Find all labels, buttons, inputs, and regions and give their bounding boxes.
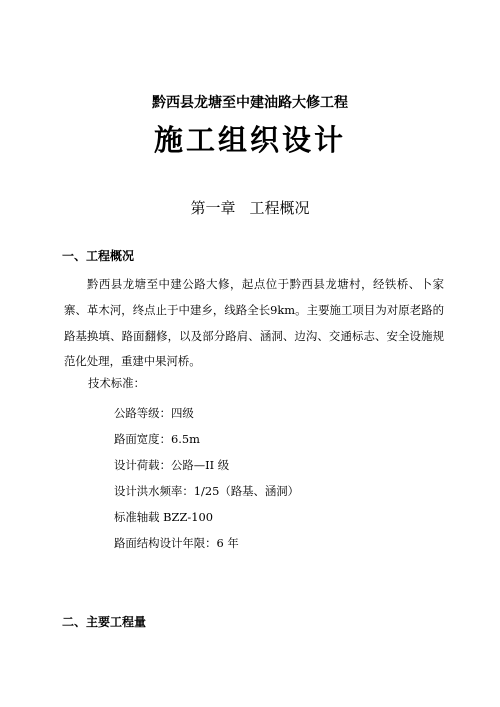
standard-item: 设计荷载：公路—II 级	[114, 458, 230, 472]
standard-item: 路面结构设计年限：6 年	[114, 536, 239, 550]
section-heading-overview: 一、工程概况	[62, 249, 135, 263]
project-subtitle: 黔西县龙塘至中建油路大修工程	[152, 95, 348, 111]
overview-paragraph: 黔西县龙塘至中建公路大修，起点位于黔西县龙塘村，经铁桥、卜家寨、革木河，终点止于中建乡，线路全长9km。主要施工项目为对原老路的路基换填、路面翻修，以及部分路肩、涵洞、边沟、交通标志、安全设施规范化处理，重建中果河桥。	[64, 277, 444, 369]
chapter-number: 第一章	[190, 199, 236, 217]
chapter-title: 工程概况	[249, 199, 310, 217]
chapter-heading	[0, 197, 500, 218]
standards-label: 技术标准：	[88, 376, 145, 390]
standard-item: 路面宽度：6.5m	[114, 432, 200, 446]
standard-item: 公路等级：四级	[114, 406, 194, 420]
section-heading-quantities: 二、主要工程量	[62, 615, 147, 629]
standard-item: 标准轴载 BZZ-100	[114, 510, 213, 524]
document-title: 施工组织设计	[153, 123, 346, 157]
standard-item: 设计洪水频率：1/25（路基、涵洞）	[114, 484, 300, 498]
